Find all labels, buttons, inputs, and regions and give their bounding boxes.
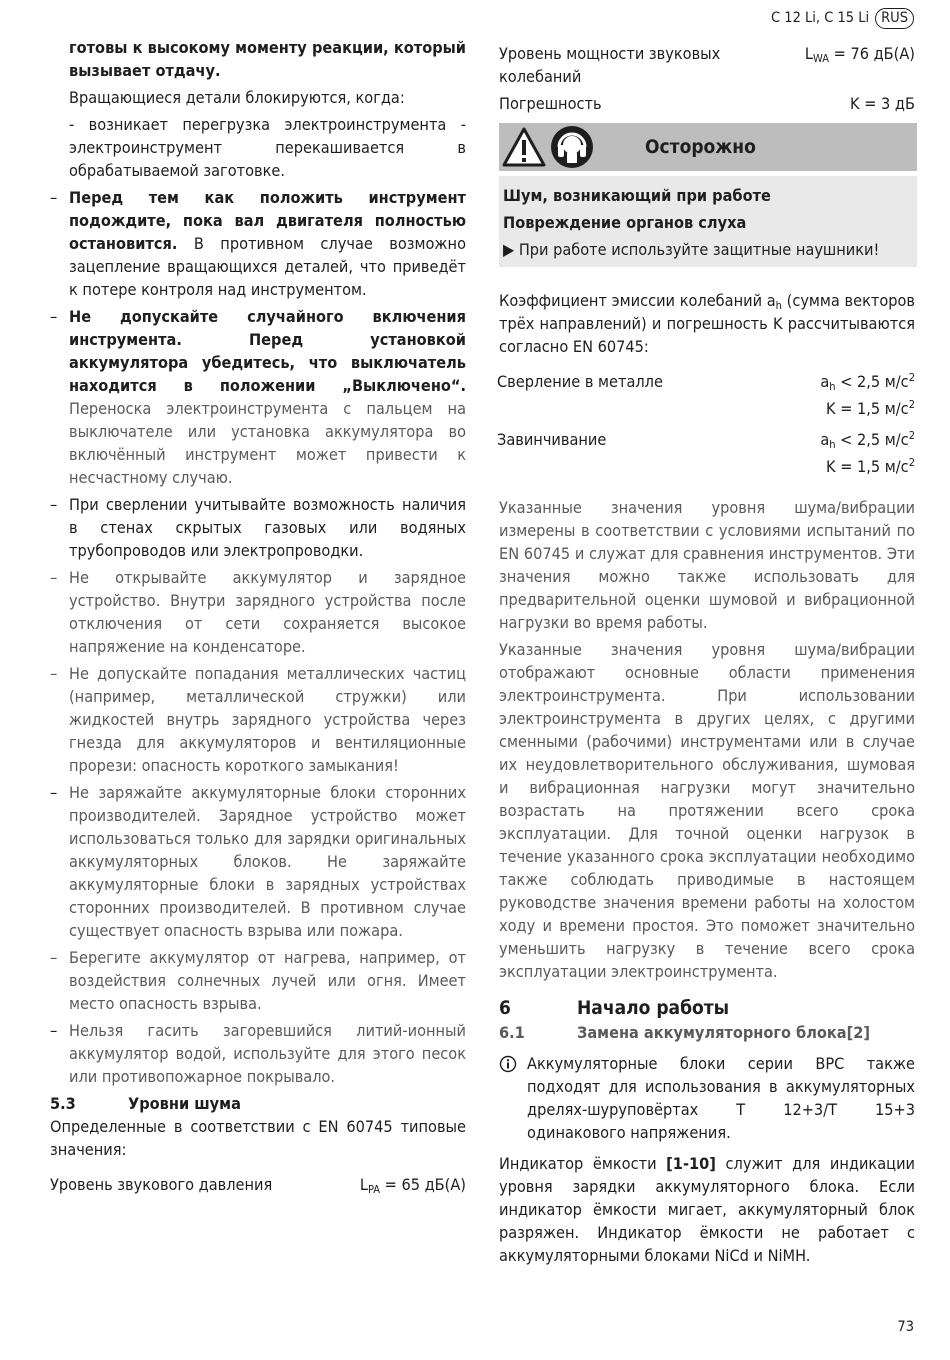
safety-item-3-text: При сверлении учитывайте возможность наличия в стенах скрытых газовых или водяных трубопроводов или электропроводки. [69,495,466,560]
left-column [50,36,466,1196]
safety-item-4-text: Не открывайте аккумулятор и зарядное устройство. Внутри зарядного устройства после отключения от сети сохраняется высокое напряжение на конденсаторе. [69,568,466,656]
section-6-heading [499,995,915,1021]
vibration-intro: Коэффициент эмиссии колебаний $a_h$ (сумма векторов трёх направлений) и погрешность K рассчитываются согласно EN 60745: [499,291,915,356]
warning-line-3: ▶ При работе используйте защитные наушники! [503,240,880,259]
safety-item-6-text: Не заряжайте аккумуляторные блоки сторонних производителей. Зарядное устройство может использоваться только для зарядки оригинальных аккумуляторных блоков. Не заряжайте аккумуляторные блоки в зарядных устройствах сторонних производителей. В противном случае существует опасность взрыва или пожара. [69,783,466,940]
intro-text: Вращающиеся детали блокируются, когда: [69,88,405,107]
section-title: Уровни шума [128,1094,241,1113]
warning-line-2: Повреждение органов слуха [503,213,747,232]
sound-pressure-value: $L_{PA} = 65$ дБ(A) [359,1175,466,1196]
warning-header [499,123,917,171]
arrow-right-icon: ▶ [503,240,519,259]
section-6-number: 6 [499,997,511,1019]
safety-item-2: – Не допускайте случайного включения инструмента. Перед установкой аккумулятора убедитесь, что выключатель находится в положении „Выключено“. Переноска электроинструмента с пальцем на выключателе или установка аккумулятора во включённый инструмент может привести к несчастному случаю. [50,307,466,487]
safety-item-8: – Нельзя гасить загоревшийся литий-ионный аккумулятор водой, используйте для этого песок или противопожарное покрывало. [50,1021,466,1086]
model-name: C 12 Li, C 15 Li [771,9,870,26]
section-5-3-text: Определенные в соответствии с EN 60745 типовые значения: [50,1117,466,1159]
measurement-paragraph: Указанные значения уровня шума/вибрации измерены в соответствии с условиями испытаний по EN 60745 и служат для сравнения инструментов. Эти значения можно также использовать для предварительной оценки шумовой и вибрационной нагрузки во время работы. [499,498,915,632]
uncertainty-label: Погрешность [499,94,602,113]
info-icon [499,1055,517,1073]
page-number: 73 [897,1319,914,1335]
sound-power-value: $L_{WA} = 76$ дБ(A) [804,44,915,65]
safety-item-7: – Берегите аккумулятор от нагрева, например, от воздействия солнечных лучей или огня. Имеет место опасность взрыва. [50,948,466,1013]
sound-pressure-row [50,1173,466,1196]
sound-power-row [499,42,915,88]
sound-pressure-label: Уровень звукового давления [50,1175,273,1194]
section-6-1-title: Замена аккумуляторного блока[2] [577,1023,871,1042]
safety-item-5-text: Не допускайте попадания металлических частиц (например, металлической стружки) или жидкостей внутрь зарядного устройства через гнезда для аккумуляторов и вентиляционные прорези: опасность короткого замыкания! [69,664,466,775]
warning-title: Осторожно [645,135,756,158]
drilling-ah-value: $a_h < 2,5$ $м/с^2$ [820,371,915,393]
page-header [771,6,914,30]
uncertainty-row [499,92,915,115]
capacity-indicator-ref: [1-10] [666,1154,716,1173]
capacity-indicator-paragraph: Индикатор ёмкости [1-10] служит для индикации уровня зарядки аккумуляторного блока. Если индикатор ёмкости мигает, аккумуляторный блок разряжен. Индикатор ёмкости не работает с аккумуляторными блоками NiCd и NiMH. [499,1154,915,1265]
intro-subitem: - возникает перегрузка электроинструмента - электроинструмент перекашивается в обрабатываемой заготовке. [69,115,466,180]
safety-item-5: – Не допускайте попадания металлических частиц (например, металлической стружки) или жидкостей внутрь зарядного устройства через гнезда для аккумуляторов и вентиляционные прорези: опасность короткого замыкания! [50,664,466,775]
safety-item-1-bold: Перед тем как положить инструмент подождите, пока вал двигателя полностью остановится. [69,188,466,253]
warning-line-1: Шум, возникающий при работе [503,186,771,205]
section-6-1-heading [499,1021,915,1044]
drilling-k-value: K = 1,5 $м/с^2$ [826,398,915,418]
safety-item-6: – Не заряжайте аккумуляторные блоки сторонних производителей. Зарядное устройство может использоваться только для зарядки оригинальных аккумуляторных блоков. Не заряжайте аккумуляторные блоки в зарядных устройствах сторонних производителей. В противном случае существует опасность взрыва или пожара. [50,783,466,940]
right-column [499,42,915,1267]
safety-item-1: – Перед тем как положить инструмент подождите, пока вал двигателя полностью остановится. В противном случае возможно зацепление вращающихся деталей, что приведёт к потере контроля над инструментом. [50,188,466,299]
info-note [499,1052,915,1144]
safety-item-2-text: Переноска электроинструмента с пальцем на выключателе или установка аккумулятора во включённый инструмент может привести к несчастному случаю. [69,399,466,487]
screwing-ah-value: $a_h < 2,5$ $м/с^2$ [820,429,915,451]
screwing-label: Завинчивание [497,430,607,449]
warning-triangle-icon [502,126,546,168]
section-5-3-heading [50,1092,466,1115]
section-number: 5.3 [50,1094,76,1113]
intro-bold-text: готовы к высокому моменту реакции, который вызывает отдачу. [69,38,466,80]
safety-item-7-text: Берегите аккумулятор от нагрева, например, от воздействия солнечных лучей или огня. Имеет место опасность взрыва. [69,948,466,1013]
vibration-screwing [497,428,915,478]
drilling-label: Сверление в металле [497,372,663,391]
language-badge: RUS [875,8,914,29]
safety-item-2-bold: Не допускайте случайного включения инструмента. Перед установкой аккумулятора убедитесь, что выключатель находится в положении „Выключено“. [69,307,466,395]
application-paragraph: Указанные значения уровня шума/вибрации отображают основные области применения электроинструмента. При использовании электроинструмента в других целях, с другими сменными (рабочими) инструментами или в случае их неудовлетворительного обслуживания, шумовая и вибрационная нагрузки могут значительно возрастать на протяжении всего срока эксплуатации. Для точной оценки нагрузок в течение указанного срока эксплуатации необходимо также соблюдать приводимые в настоящем руководстве значения времени работы на холостом ходу и времени простоя. Это поможет значительно уменьшить нагрузку в течение всего срока эксплуатации электроинструмента. [499,640,915,981]
warning-body [499,176,917,267]
safety-item-4: – Не открывайте аккумулятор и зарядное устройство. Внутри зарядного устройства после отключения от сети сохраняется высокое напряжение на конденсаторе. [50,568,466,656]
safety-item-1-text: В противном случае возможно зацепление вращающихся деталей, что приведёт к потере контроля над инструментом. [69,234,466,299]
info-note-text: Аккумуляторные блоки серии BPC также подходят для использования в аккумуляторных дрелях-шуруповёртах T 12+3/T 15+3 одинакового напряжения. [527,1054,915,1142]
warning-box [499,123,917,267]
safety-item-3: – При сверлении учитывайте возможность наличия в стенах скрытых газовых или водяных трубопроводов или электропроводки. [50,495,466,560]
screwing-k-value: K = 1,5 $м/с^2$ [826,456,915,476]
vibration-drilling [497,370,915,420]
section-6-1-number: 6.1 [499,1023,525,1042]
sound-power-label: Уровень мощности звуковых колебаний [499,44,721,86]
section-6-title: Начало работы [577,997,730,1019]
ear-protection-icon [550,125,594,169]
uncertainty-value: K = 3 дБ [850,94,915,113]
safety-item-8-text: Нельзя гасить загоревшийся литий-ионный аккумулятор водой, используйте для этого песок или противопожарное покрывало. [69,1021,466,1086]
